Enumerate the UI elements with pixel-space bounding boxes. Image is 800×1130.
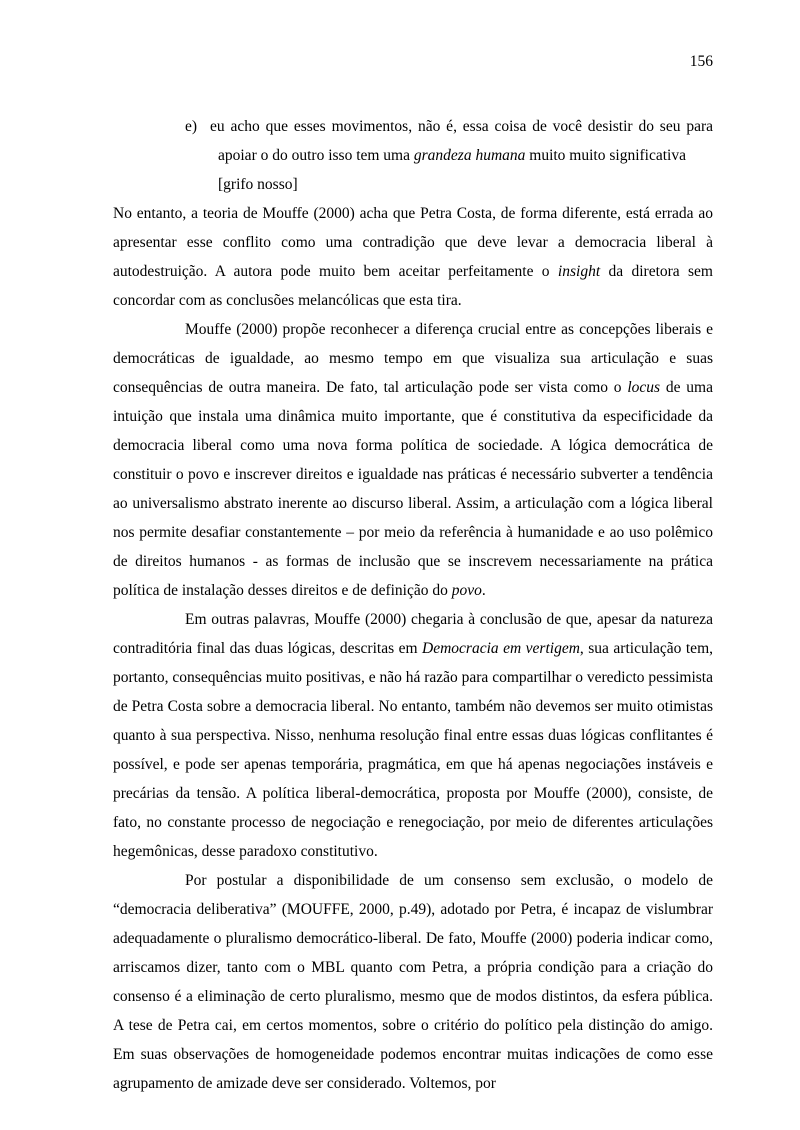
text-segment: de uma intuição que instala uma dinâmica muito importante, que é constitutiva da especificidade da democracia liberal como uma nova forma política de sociedade. A lógica democrática de constituir o povo e inscrever direitos e igualdade nas práticas é necessário subverter a tendência ao universalismo abstrato inerente ao discurso liberal. Assim, a articulação com a lógica liberal nos permite desafiar constantemente – por meio da referência à humanidade e ao uso polêmico de direitos humanos - as formas de inclusão que se inscrevem necessariamente na prática política de instalação desses direitos e de definição do — [113, 379, 713, 599]
text-segment: Mouffe (2000) propõe reconhecer a diferença crucial entre as concepções liberais e democráticas de igualdade, ao mesmo tempo em que visualiza sua articulação e suas consequências de outra maneira. De fato, tal articulação pode ser vista como o — [113, 321, 713, 396]
text-segment: No entanto, a teoria de Mouffe (2000) acha que Petra Costa, de forma diferente, está errada ao apresentar esse conflito como uma contradição que deve levar a democracia liberal à autodestruição. A autora pode muito bem aceitar perfeitamente o — [113, 205, 713, 280]
paragraph-4 — [113, 866, 713, 1098]
quote-marker: e) — [185, 118, 198, 135]
block-quote — [185, 112, 713, 170]
quote-text-segment: eu acho que esses movimentos, não é, essa coisa de você desistir do seu para apoiar o do outro isso tem uma — [210, 118, 713, 164]
italic-segment: povo — [451, 582, 482, 599]
page-number: 156 — [689, 53, 713, 70]
paragraph-2 — [113, 315, 713, 605]
paragraph-1 — [113, 199, 713, 315]
text-segment: da diretora sem concordar com as conclusões melancólicas que esta tira. — [113, 263, 713, 309]
text-segment: Por postular a disponibilidade de um consenso sem exclusão, o modelo de “democracia deliberativa” (MOUFFE, 2000, p.49), adotado por Petra, é incapaz de vislumbrar adequadamente o pluralismo democrático-liberal. De fato, Mouffe (2000) poderia indicar como, arriscamos dizer, tanto com o MBL quanto com Petra, a própria condição para a criação do consenso é a eliminação de certo pluralismo, mesmo que de modos distintos, da esfera pública. A tese de Petra cai, em certos momentos, sobre o critério do político pela distinção do amigo. Em suas observações de homogeneidade podemos encontrar muitas indicações de como esse agrupamento de amizade deve ser considerado. Voltemos, por — [113, 872, 713, 1092]
quote-note: [grifo nosso] — [218, 176, 298, 193]
quote-text-segment: muito muito significativa — [525, 147, 686, 164]
quote-italic-segment: grandeza humana — [413, 147, 526, 164]
paragraph-3 — [113, 605, 713, 866]
italic-segment: locus — [627, 379, 661, 396]
page-content — [113, 112, 713, 1098]
text-segment: Em outras palavras, Mouffe (2000) chegaria à conclusão de que, apesar da natureza contraditória final das duas lógicas, descritas em — [113, 611, 713, 657]
text-segment: , sua articulação tem, portanto, consequências muito positivas, e não há razão para compartilhar o veredicto pessimista de Petra Costa sobre a democracia liberal. No entanto, também não devemos ser muito otimistas quanto à sua perspectiva. Nisso, nenhuma resolução final entre essas duas lógicas conflitantes é possível, e pode ser apenas temporária, pragmática, em que há apenas negociações instáveis e precárias da tensão. A política liberal-democrática, proposta por Mouffe (2000), consiste, de fato, no constante processo de negociação e renegociação, por meio de diferentes articulações hegemônicas, desse paradoxo constitutivo. — [113, 640, 713, 860]
text-segment: . — [481, 582, 486, 599]
italic-segment: Democracia em vertigem — [422, 640, 580, 657]
italic-segment: insight — [557, 263, 601, 280]
